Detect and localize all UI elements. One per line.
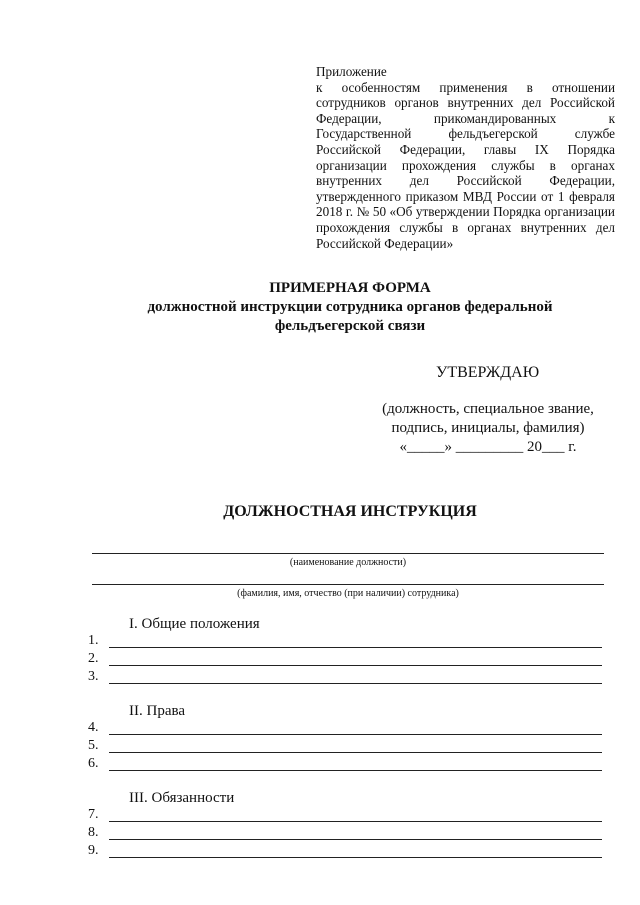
list-item xyxy=(88,824,602,842)
list-item xyxy=(88,806,602,824)
list-item xyxy=(88,650,602,668)
item-number: 7. xyxy=(88,807,99,822)
item-fill-line xyxy=(109,770,602,771)
form-title-line-3: фельдъегерской связи xyxy=(274,318,426,334)
appendix-heading: Приложение xyxy=(316,64,387,79)
item-number: 4. xyxy=(88,720,99,735)
item-fill-line xyxy=(109,734,602,735)
item-number: 5. xyxy=(88,738,99,753)
item-fill-line xyxy=(109,821,602,822)
approval-details-line-2: подпись, инициалы, фамилия) xyxy=(391,420,585,436)
approval-details-line-1: (должность, специальное звание, xyxy=(382,401,594,417)
appendix-text: к особенностям применения в отношении сотрудников органов внутренних дел Российской Федерации, прикомандированных к Государственной фельдъегерской службе Российской Федерации, главы IX Порядка организации прохождения службы в органах внутренних дел Российской Федерации, утвержденного приказом МВД России от 1 февраля 2018 г. № 50 «Об утверждении Порядка организации прохождения службы в органах внутренних дел Российской Федерации» xyxy=(316,79,615,251)
item-number: 9. xyxy=(88,843,99,858)
item-number: 8. xyxy=(88,825,99,840)
section-heading: III. Обязанности xyxy=(129,790,235,806)
employee-fill-line xyxy=(92,584,604,585)
list-item xyxy=(88,737,602,755)
position-fill-line xyxy=(92,553,604,554)
list-item xyxy=(88,842,602,860)
section-heading: I. Общие положения xyxy=(129,616,260,632)
list-item xyxy=(88,719,602,737)
item-fill-line xyxy=(109,839,602,840)
item-fill-line xyxy=(109,683,602,684)
employee-caption: (фамилия, имя, отчество (при наличии) сотрудника) xyxy=(237,588,459,599)
approval-date-line: «_____» _________ 20___ г. xyxy=(399,439,577,455)
item-fill-line xyxy=(109,857,602,858)
form-title xyxy=(90,279,610,336)
list-item xyxy=(88,632,602,650)
item-fill-line xyxy=(109,647,602,648)
document-title: ДОЛЖНОСТНАЯ ИНСТРУКЦИЯ xyxy=(223,503,477,520)
section-heading: II. Права xyxy=(129,703,186,719)
approval-label: УТВЕРЖДАЮ xyxy=(436,364,540,381)
list-item xyxy=(88,668,602,686)
item-number: 2. xyxy=(88,651,99,666)
item-fill-line xyxy=(109,752,602,753)
form-title-line-2: должностной инструкции сотрудника органов федеральной xyxy=(147,299,553,315)
form-title-line-1: ПРИМЕРНАЯ ФОРМА xyxy=(269,280,431,296)
position-caption: (наименование должности) xyxy=(289,557,407,568)
approval-details xyxy=(368,400,608,457)
item-fill-line xyxy=(109,665,602,666)
item-number: 1. xyxy=(88,633,99,648)
list-item xyxy=(88,755,602,773)
item-number: 3. xyxy=(88,669,99,684)
appendix-note xyxy=(316,64,615,251)
item-number: 6. xyxy=(88,756,99,771)
